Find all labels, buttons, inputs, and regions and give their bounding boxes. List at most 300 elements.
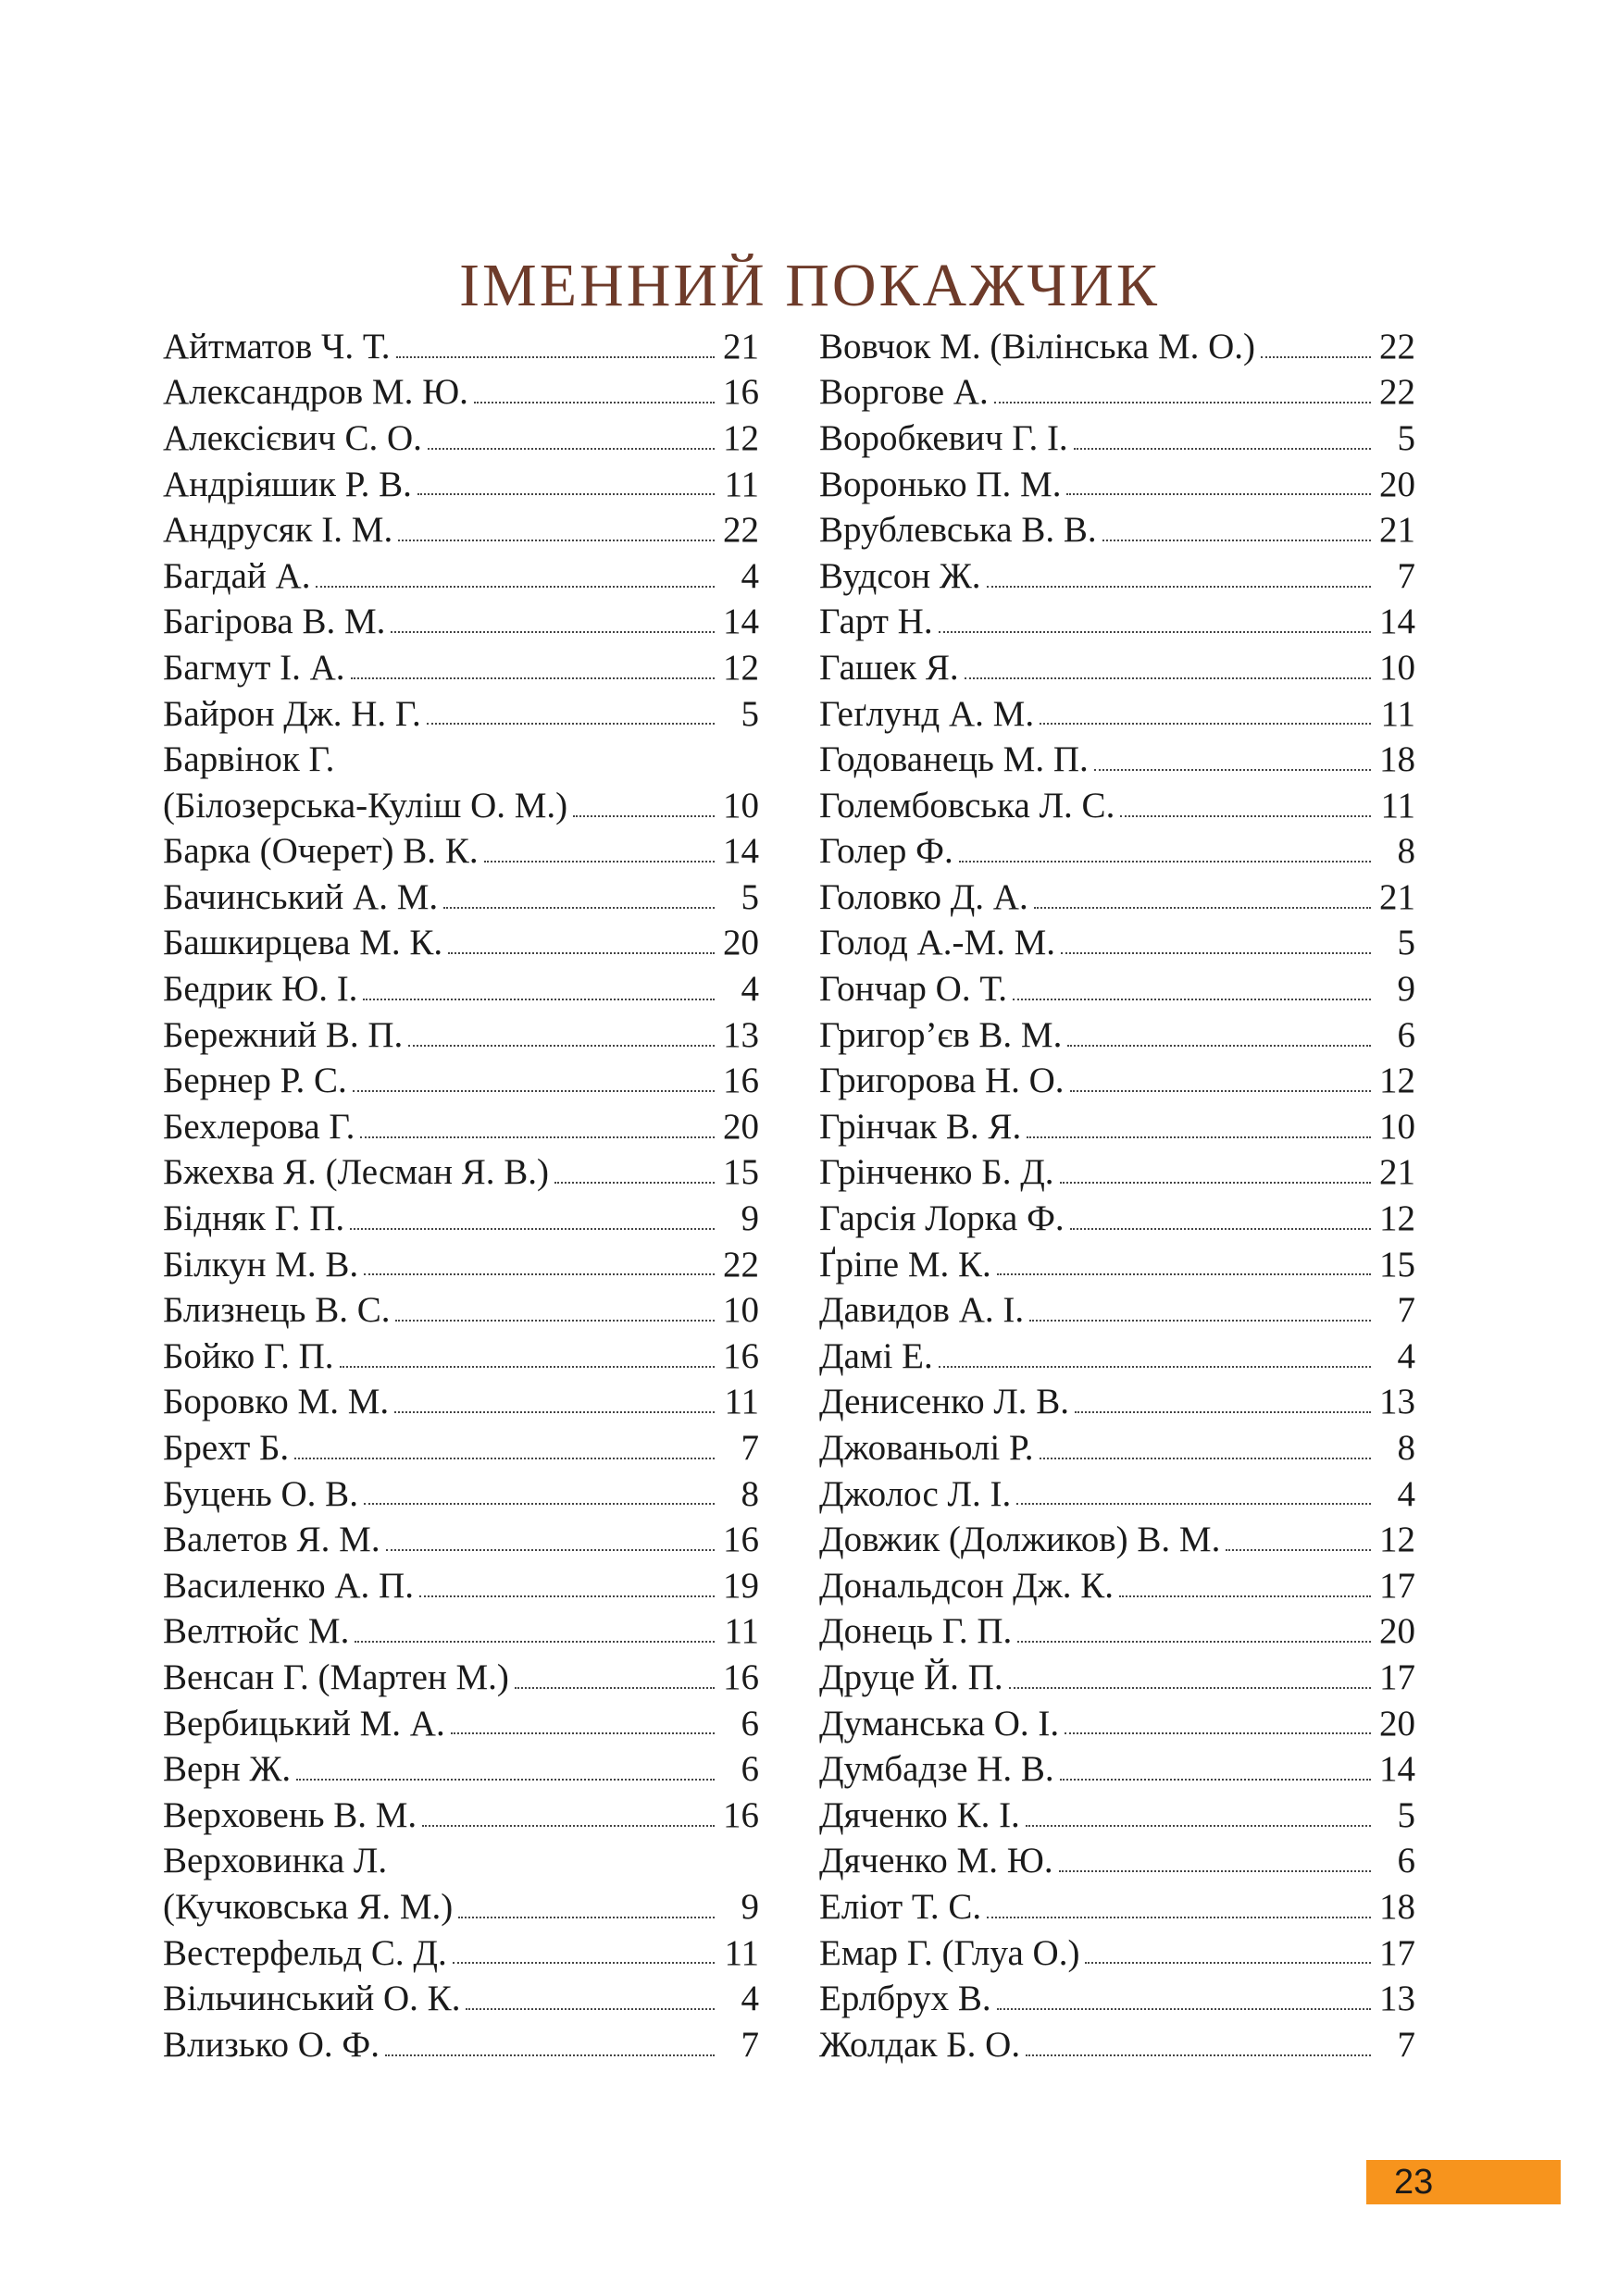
- index-entry: [163, 1423, 759, 1470]
- dot-leader: [1026, 1825, 1371, 1827]
- dot-leader: [443, 907, 715, 909]
- entry-page: 9: [741, 1886, 759, 1927]
- dot-leader: [1026, 2054, 1371, 2056]
- index-entry: [819, 1791, 1415, 1837]
- entry-name: Гончар О. Т.: [819, 969, 1007, 1010]
- index-entry: [163, 1791, 759, 1837]
- entry-name: Валетов Я. М.: [163, 1520, 380, 1560]
- index-entry: [819, 2020, 1415, 2066]
- entry-name: Денисенко Л. В.: [819, 1382, 1070, 1422]
- index-entry: [163, 919, 759, 965]
- dot-leader: [1085, 1962, 1371, 1964]
- index-entry: [163, 1057, 759, 1103]
- dot-leader: [422, 1825, 715, 1827]
- index-entry: [819, 1699, 1415, 1745]
- index-entry: [819, 1240, 1415, 1286]
- index-entry: [819, 1057, 1415, 1103]
- index-entry: [163, 1929, 759, 1975]
- entry-page: 20: [1379, 1703, 1415, 1744]
- entry-page: 8: [741, 1473, 759, 1514]
- entry-name: Верн Ж.: [163, 1749, 292, 1790]
- entry-name: Давидов А. І.: [819, 1290, 1025, 1331]
- entry-name: Бачинський А. М.: [163, 876, 439, 917]
- dot-leader: [997, 2008, 1371, 2010]
- index-entry: [819, 1607, 1415, 1654]
- entry-page: 20: [723, 923, 759, 963]
- entry-page: 16: [723, 372, 759, 413]
- entry-page: 11: [724, 1932, 759, 1973]
- entry-name: Ґріпе М. К.: [819, 1244, 991, 1285]
- entry-name: Донець Г. П.: [819, 1611, 1013, 1652]
- index-entry: [163, 1837, 759, 1883]
- index-entry: [163, 689, 759, 736]
- entry-page: 14: [1379, 602, 1415, 642]
- entry-page: 11: [1380, 693, 1415, 734]
- index-entry: [163, 460, 759, 506]
- dot-leader: [1226, 1549, 1371, 1551]
- index-entry: [163, 1744, 759, 1791]
- index-entry: [819, 964, 1415, 1011]
- dot-leader: [448, 952, 715, 954]
- dot-leader: [939, 631, 1371, 633]
- dot-leader: [965, 677, 1371, 679]
- index-entry: [163, 1011, 759, 1057]
- index-entry: [163, 552, 759, 598]
- entry-name: Бідняк Г. П.: [163, 1198, 345, 1239]
- dot-leader: [394, 1411, 715, 1413]
- entry-name: Грінчак В. Я.: [819, 1106, 1022, 1147]
- index-entry: [163, 1653, 759, 1699]
- index-entry: [163, 735, 759, 781]
- entry-name: Гарсія Лорка Ф.: [819, 1198, 1065, 1239]
- index-entry: [819, 919, 1415, 965]
- dot-leader: [1261, 356, 1371, 358]
- dot-leader: [1061, 952, 1371, 954]
- index-column-left: [163, 322, 759, 2066]
- index-entry: [163, 1882, 759, 1929]
- entry-name: Бедрик Ю. І.: [163, 969, 358, 1010]
- entry-page: 10: [1379, 1106, 1415, 1147]
- entry-name: Вудсон Ж.: [819, 555, 981, 596]
- entry-page: 16: [723, 1335, 759, 1376]
- index-entry: [163, 1148, 759, 1195]
- entry-name: Александров М. Ю.: [163, 372, 468, 413]
- dot-leader: [1065, 1732, 1371, 1734]
- index-entry: [163, 322, 759, 368]
- entry-name: Голод А.-М. М.: [819, 923, 1056, 963]
- entry-page: 14: [723, 831, 759, 872]
- entry-page: 22: [723, 510, 759, 551]
- entry-page: 17: [1379, 1932, 1415, 1973]
- entry-page: 6: [741, 1703, 759, 1744]
- index-entry: [163, 1607, 759, 1654]
- entry-page: 4: [1397, 1473, 1415, 1514]
- index-entry: [819, 1332, 1415, 1378]
- dot-leader: [466, 2008, 715, 2010]
- dot-leader: [396, 356, 715, 358]
- entry-page: 4: [1397, 1335, 1415, 1376]
- entry-name: Думанська О. І.: [819, 1703, 1060, 1744]
- entry-page: 4: [741, 1979, 759, 2019]
- entry-name: Брехт Б.: [163, 1428, 290, 1468]
- entry-page: 13: [1379, 1382, 1415, 1422]
- dot-leader: [1017, 1641, 1371, 1643]
- index-entry: [163, 1102, 759, 1148]
- entry-name: Джованьолі Р.: [819, 1428, 1034, 1468]
- entry-page: 18: [1379, 1886, 1415, 1927]
- entry-page: 7: [741, 2024, 759, 2065]
- entry-page: 4: [741, 555, 759, 596]
- dot-leader: [458, 1917, 715, 1918]
- entry-name: Алексієвич С. О.: [163, 417, 422, 458]
- entry-name: Вербицький М. А.: [163, 1703, 445, 1744]
- entry-name: Ерлбрух В.: [819, 1979, 991, 2019]
- dot-leader: [1066, 493, 1371, 495]
- dot-leader: [1016, 1503, 1371, 1505]
- dot-leader: [1013, 999, 1371, 1000]
- entry-page: 16: [723, 1657, 759, 1697]
- index-entry: [163, 368, 759, 415]
- dot-leader: [1070, 1228, 1371, 1230]
- dot-leader: [987, 1917, 1371, 1918]
- dot-leader: [386, 1549, 715, 1551]
- index-entry: [163, 827, 759, 874]
- entry-page: 4: [741, 969, 759, 1010]
- index-entry: [163, 505, 759, 552]
- dot-leader: [1060, 1182, 1371, 1184]
- entry-page: 6: [741, 1749, 759, 1790]
- dot-leader: [428, 448, 715, 450]
- entry-name: Верховинка Л.: [163, 1841, 388, 1881]
- dot-leader: [1094, 769, 1371, 771]
- index-entry: [819, 689, 1415, 736]
- index-entry: [819, 643, 1415, 689]
- index-entry: [819, 505, 1415, 552]
- dot-leader: [1119, 1595, 1371, 1597]
- dot-leader: [1067, 1045, 1371, 1047]
- dot-leader: [1120, 815, 1371, 817]
- entry-page: 7: [741, 1428, 759, 1468]
- page-number-badge: 23: [1366, 2160, 1561, 2204]
- entry-page: 21: [1379, 1152, 1415, 1193]
- entry-name: Григор’єв В. М.: [819, 1014, 1063, 1055]
- dot-leader: [1102, 540, 1371, 541]
- entry-name: Вільчинський О. К.: [163, 1979, 461, 2019]
- entry-name: Джолос Л. І.: [819, 1473, 1012, 1514]
- entry-name: Велтюйс М.: [163, 1611, 350, 1652]
- index-entry: [163, 1561, 759, 1607]
- dot-leader: [340, 1366, 715, 1368]
- entry-name: Боровко М. М.: [163, 1382, 390, 1422]
- dot-leader: [997, 1273, 1371, 1275]
- entry-name: Друце Й. П.: [819, 1657, 1003, 1697]
- entry-page: 12: [1379, 1061, 1415, 1101]
- entry-name: Григорова Н. О.: [819, 1061, 1065, 1101]
- entry-page: 11: [724, 464, 759, 504]
- entry-name: Багдай А.: [163, 555, 311, 596]
- entry-name: Байрон Дж. Н. Г.: [163, 693, 421, 734]
- index-entry: [163, 1515, 759, 1561]
- dot-leader: [987, 586, 1371, 588]
- entry-name: Білкун М. В.: [163, 1244, 359, 1285]
- entry-name: (Білозерська-Куліш О. М.): [163, 785, 568, 825]
- entry-page: 21: [1379, 510, 1415, 551]
- dot-leader: [417, 493, 715, 495]
- entry-name: Дональдсон Дж. К.: [819, 1565, 1114, 1606]
- entry-page: 17: [1379, 1657, 1415, 1697]
- entry-page: 12: [1379, 1520, 1415, 1560]
- index-entry: [163, 781, 759, 827]
- index-entry: [163, 643, 759, 689]
- dot-leader: [1040, 723, 1371, 725]
- entry-name: Буцень О. В.: [163, 1473, 358, 1514]
- entry-page: 6: [1397, 1841, 1415, 1881]
- entry-page: 21: [723, 326, 759, 366]
- entry-page: 7: [1397, 2024, 1415, 2065]
- entry-name: Бехлерова Г.: [163, 1106, 355, 1147]
- entry-page: 20: [1379, 464, 1415, 504]
- entry-name: Головко Д. А.: [819, 876, 1028, 917]
- index-entry: [819, 1378, 1415, 1424]
- entry-name: Годованець М. П.: [819, 739, 1089, 780]
- index-entry: [819, 735, 1415, 781]
- dot-leader: [994, 402, 1371, 403]
- dot-leader: [350, 1228, 715, 1230]
- index-entry: [163, 2020, 759, 2066]
- dot-leader: [353, 1090, 715, 1092]
- entry-name: Барка (Очерет) В. К.: [163, 831, 479, 872]
- entry-name: Дяченко К. І.: [819, 1794, 1020, 1835]
- entry-page: 16: [723, 1061, 759, 1101]
- entry-name: Бойко Г. П.: [163, 1335, 334, 1376]
- index-entry: [163, 1470, 759, 1516]
- entry-page: 14: [723, 602, 759, 642]
- dot-leader: [1029, 1320, 1371, 1322]
- entry-name: Воргове А.: [819, 372, 989, 413]
- index-entry: [819, 1148, 1415, 1195]
- dot-leader: [1040, 1458, 1371, 1459]
- entry-page: 20: [1379, 1611, 1415, 1652]
- index-entry: [819, 598, 1415, 644]
- entry-name: Бжехва Я. (Лесман Я. В.): [163, 1152, 549, 1193]
- entry-page: 12: [723, 417, 759, 458]
- entry-name: Довжик (Должиков) В. М.: [819, 1520, 1221, 1560]
- dot-leader: [474, 402, 715, 403]
- entry-page: 7: [1397, 555, 1415, 596]
- entry-page: 13: [1379, 1979, 1415, 2019]
- index-entry: [819, 781, 1415, 827]
- entry-name: Дамі Е.: [819, 1335, 933, 1376]
- entry-name: Багмут І. А.: [163, 647, 345, 688]
- entry-name: Верховень В. М.: [163, 1794, 417, 1835]
- entry-page: 13: [723, 1014, 759, 1055]
- dot-leader: [427, 723, 715, 725]
- index-entry: [163, 414, 759, 460]
- entry-page: 5: [1397, 1794, 1415, 1835]
- dot-leader: [1009, 1687, 1371, 1689]
- entry-page: 12: [723, 647, 759, 688]
- entry-page: 16: [723, 1520, 759, 1560]
- dot-leader: [408, 1045, 715, 1047]
- index-entry: [163, 1378, 759, 1424]
- dot-leader: [554, 1182, 715, 1184]
- entry-name: Геґлунд А. М.: [819, 693, 1035, 734]
- entry-name: Голембовська Л. С.: [819, 785, 1115, 825]
- dot-leader: [959, 861, 1371, 863]
- entry-page: 7: [1397, 1290, 1415, 1331]
- index-entry: [819, 1470, 1415, 1516]
- entry-name: Дяченко М. Ю.: [819, 1841, 1053, 1881]
- index-entry: [163, 1285, 759, 1332]
- index-entry: [163, 598, 759, 644]
- index-entry: [819, 1882, 1415, 1929]
- dot-leader: [385, 2054, 715, 2056]
- entry-name: Еліот Т. С.: [819, 1886, 982, 1927]
- dot-leader: [451, 1732, 715, 1734]
- entry-name: Андріяшик Р. В.: [163, 464, 412, 504]
- entry-page: 15: [723, 1152, 759, 1193]
- entry-page: 20: [723, 1106, 759, 1147]
- entry-page: 6: [1397, 1014, 1415, 1055]
- index-entry: [819, 1929, 1415, 1975]
- dot-leader: [573, 815, 715, 817]
- dot-leader: [1034, 907, 1371, 909]
- dot-leader: [515, 1687, 715, 1689]
- dot-leader: [419, 1595, 715, 1597]
- index-entry: [819, 1837, 1415, 1883]
- entry-page: 11: [724, 1382, 759, 1422]
- entry-page: 9: [1397, 969, 1415, 1010]
- entry-page: 15: [1379, 1244, 1415, 1285]
- dot-leader: [294, 1458, 715, 1459]
- dot-leader: [360, 1136, 715, 1138]
- entry-page: 22: [1379, 326, 1415, 366]
- index-entry: [819, 1974, 1415, 2020]
- index-entry: [819, 1744, 1415, 1791]
- entry-name: Бережний В. П.: [163, 1014, 404, 1055]
- dot-leader: [391, 631, 715, 633]
- dot-leader: [355, 1641, 715, 1643]
- dot-leader: [296, 1779, 715, 1781]
- index-column-right: [819, 322, 1415, 2066]
- entry-page: 10: [723, 1290, 759, 1331]
- dot-leader: [398, 540, 715, 541]
- index-entry: [819, 1515, 1415, 1561]
- entry-page: 10: [1379, 647, 1415, 688]
- index-entry: [163, 873, 759, 919]
- entry-page: 14: [1379, 1749, 1415, 1790]
- dot-leader: [351, 677, 715, 679]
- index-entry: [819, 1423, 1415, 1470]
- dot-leader: [939, 1366, 1371, 1368]
- index-entry: [163, 1974, 759, 2020]
- entry-name: Влизько О. Ф.: [163, 2024, 380, 2065]
- index-entry: [163, 1240, 759, 1286]
- index-entry: [819, 460, 1415, 506]
- dot-leader: [364, 1273, 715, 1275]
- dot-leader: [484, 861, 715, 863]
- entry-page: 5: [1397, 923, 1415, 963]
- entry-page: 21: [1379, 876, 1415, 917]
- entry-name: Гашек Я.: [819, 647, 959, 688]
- entry-page: 17: [1379, 1565, 1415, 1606]
- entry-name: Бернер Р. С.: [163, 1061, 347, 1101]
- index-entry: [163, 1699, 759, 1745]
- dot-leader: [1059, 1870, 1371, 1872]
- entry-name: Вовчок М. (Вілінська М. О.): [819, 326, 1256, 366]
- entry-page: 18: [1379, 739, 1415, 780]
- entry-page: 5: [1397, 417, 1415, 458]
- entry-name: Голер Ф.: [819, 831, 953, 872]
- index-entry: [819, 873, 1415, 919]
- index-entry: [163, 964, 759, 1011]
- index-entry: [819, 1285, 1415, 1332]
- entry-name: Близнець В. С.: [163, 1290, 391, 1331]
- dot-leader: [1027, 1136, 1371, 1138]
- index-entry: [819, 322, 1415, 368]
- entry-page: 11: [724, 1611, 759, 1652]
- entry-name: Венсан Г. (Мартен М.): [163, 1657, 509, 1697]
- entry-page: 9: [741, 1198, 759, 1239]
- index-entry: [819, 1102, 1415, 1148]
- index-entry: [819, 368, 1415, 415]
- dot-leader: [453, 1962, 715, 1964]
- entry-name: Грінченко Б. Д.: [819, 1152, 1054, 1193]
- index-entry: [819, 1011, 1415, 1057]
- entry-name: Андрусяк І. М.: [163, 510, 393, 551]
- entry-name: Воронько П. М.: [819, 464, 1062, 504]
- entry-name: Емар Г. (Глуа О.): [819, 1932, 1080, 1973]
- entry-page: 5: [741, 876, 759, 917]
- dot-leader: [316, 586, 715, 588]
- dot-leader: [395, 1320, 715, 1322]
- entry-name: Айтматов Ч. Т.: [163, 326, 391, 366]
- entry-name: Жолдак Б. О.: [819, 2024, 1021, 2065]
- dot-leader: [1074, 448, 1371, 450]
- entry-page: 10: [723, 785, 759, 825]
- index-entry: [163, 1194, 759, 1240]
- entry-page: 22: [723, 1244, 759, 1285]
- entry-name: Башкирцева М. К.: [163, 923, 443, 963]
- dot-leader: [1075, 1411, 1371, 1413]
- dot-leader: [363, 999, 715, 1000]
- entry-name: Думбадзе Н. В.: [819, 1749, 1054, 1790]
- dot-leader: [1060, 1779, 1371, 1781]
- dot-leader: [1070, 1090, 1371, 1092]
- entry-page: 8: [1397, 831, 1415, 872]
- entry-name: Барвінок Г.: [163, 739, 335, 780]
- entry-page: 11: [1380, 785, 1415, 825]
- index-entry: [819, 1561, 1415, 1607]
- entry-page: 8: [1397, 1428, 1415, 1468]
- dot-leader: [364, 1503, 715, 1505]
- entry-name: Багірова В. М.: [163, 602, 386, 642]
- entry-name: Вестерфельд С. Д.: [163, 1932, 447, 1973]
- entry-page: 22: [1379, 372, 1415, 413]
- index-entry: [163, 1332, 759, 1378]
- page-title: ІМЕННИЙ ПОКАЖЧИК: [459, 252, 1160, 320]
- index-entry: [819, 552, 1415, 598]
- entry-page: 12: [1379, 1198, 1415, 1239]
- entry-name: Василенко А. П.: [163, 1565, 414, 1606]
- entry-name: Врублевська В. В.: [819, 510, 1097, 551]
- index-entry: [819, 827, 1415, 874]
- entry-page: 19: [723, 1565, 759, 1606]
- entry-name: Гарт Н.: [819, 602, 933, 642]
- index-entry: [819, 1194, 1415, 1240]
- index-entry: [819, 1653, 1415, 1699]
- entry-page: 5: [741, 693, 759, 734]
